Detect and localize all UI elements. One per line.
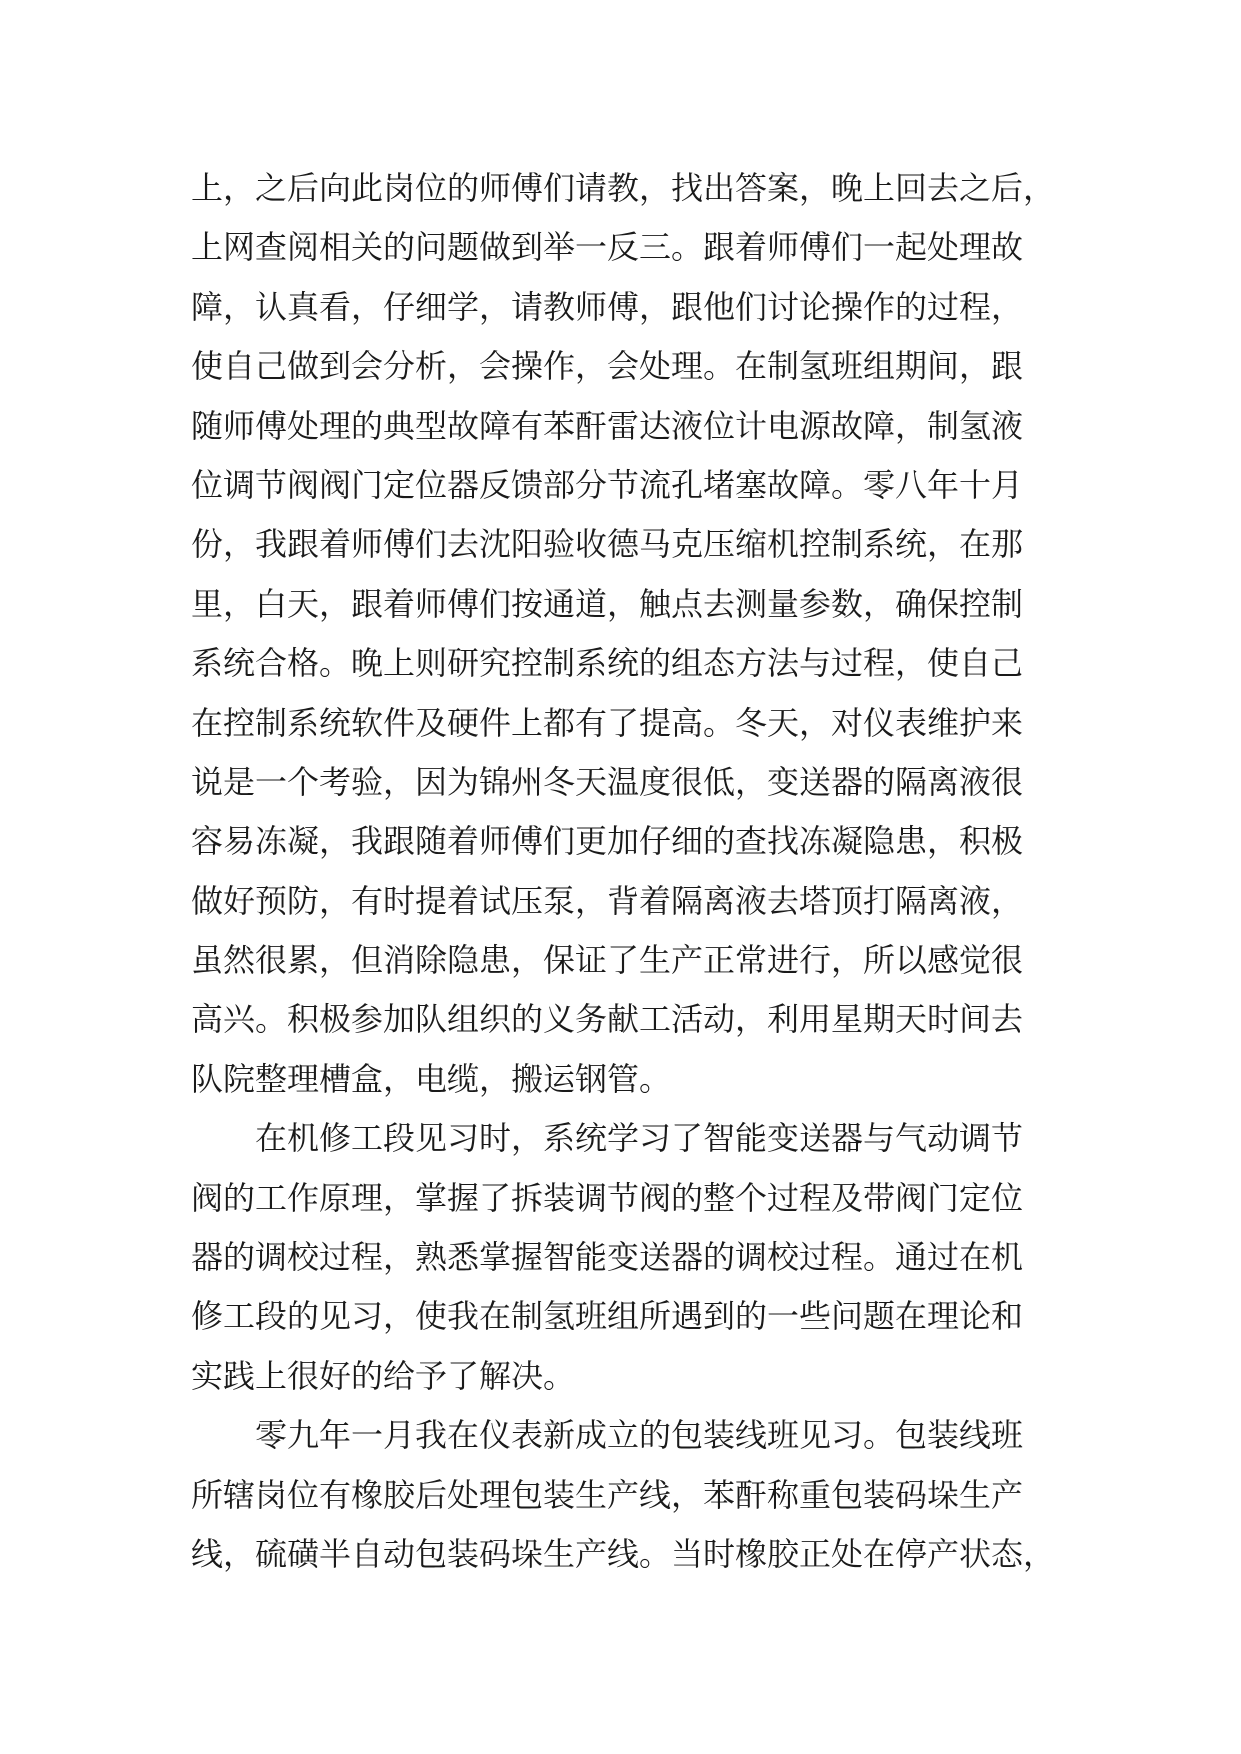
text-line: 线，硫磺半自动包装码垛生产线。当时橡胶正处在停产状态， xyxy=(191,1534,1056,1573)
text-line: 里，白天，跟着师傅们按通道，触点去测量参数，确保控制 xyxy=(191,584,1024,623)
text-line: 零九年一月我在仪表新成立的包装线班见习。包装线班 xyxy=(191,1416,1024,1455)
text-line: 实践上很好的给予了解决。 xyxy=(191,1356,576,1395)
text-line: 上，之后向此岗位的师傅们请教，找出答案，晚上回去之后， xyxy=(191,169,1056,207)
text-line: 上网查阅相关的问题做到举一反三。跟着师傅们一起处理故 xyxy=(191,228,1024,267)
text-line: 系统合格。晚上则研究控制系统的组态方法与过程，使自己 xyxy=(191,644,1024,683)
text-line: 修工段的见习，使我在制氢班组所遇到的一些问题在理论和 xyxy=(191,1297,1024,1336)
text-line: 做好预防，有时提着试压泵，背着隔离液去塔顶打隔离液， xyxy=(191,881,1024,920)
text-line: 容易冻凝，我跟随着师傅们更加仔细的查找冻凝隐患，积极 xyxy=(191,822,1024,861)
text-line: 份，我跟着师傅们去沈阳验收德马克压缩机控制系统，在那 xyxy=(191,525,1024,564)
text-line: 阀的工作原理，掌握了拆装调节阀的整个过程及带阀门定位 xyxy=(191,1178,1024,1217)
text-line: 队院整理槽盒，电缆，搬运钢管。 xyxy=(191,1059,672,1098)
text-line: 位调节阀阀门定位器反馈部分节流孔堵塞故障。零八年十月 xyxy=(191,465,1024,504)
text-line: 器的调校过程，熟悉掌握智能变送器的调校过程。通过在机 xyxy=(191,1238,1024,1277)
text-line: 障，认真看，仔细学，请教师傅，跟他们讨论操作的过程， xyxy=(191,287,1024,326)
text-line: 说是一个考验，因为锦州冬天温度很低，变送器的隔离液很 xyxy=(191,762,1024,801)
text-line: 随师傅处理的典型故障有苯酐雷达液位计电源故障，制氢液 xyxy=(191,406,1024,445)
text-line: 所辖岗位有橡胶后处理包装生产线，苯酐称重包装码垛生产 xyxy=(191,1475,1024,1514)
text-line: 在控制系统软件及硬件上都有了提高。冬天，对仪表维护来 xyxy=(191,703,1024,742)
text-line: 高兴。积极参加队组织的义务献工活动，利用星期天时间去 xyxy=(191,1000,1024,1039)
text-line: 在机修工段见习时，系统学习了智能变送器与气动调节 xyxy=(191,1119,1024,1158)
body-text xyxy=(191,159,1071,1584)
text-line: 虽然很累，但消除隐患，保证了生产正常进行，所以感觉很 xyxy=(191,941,1024,980)
text-line: 使自己做到会分析，会操作，会处理。在制氢班组期间，跟 xyxy=(191,347,1024,386)
